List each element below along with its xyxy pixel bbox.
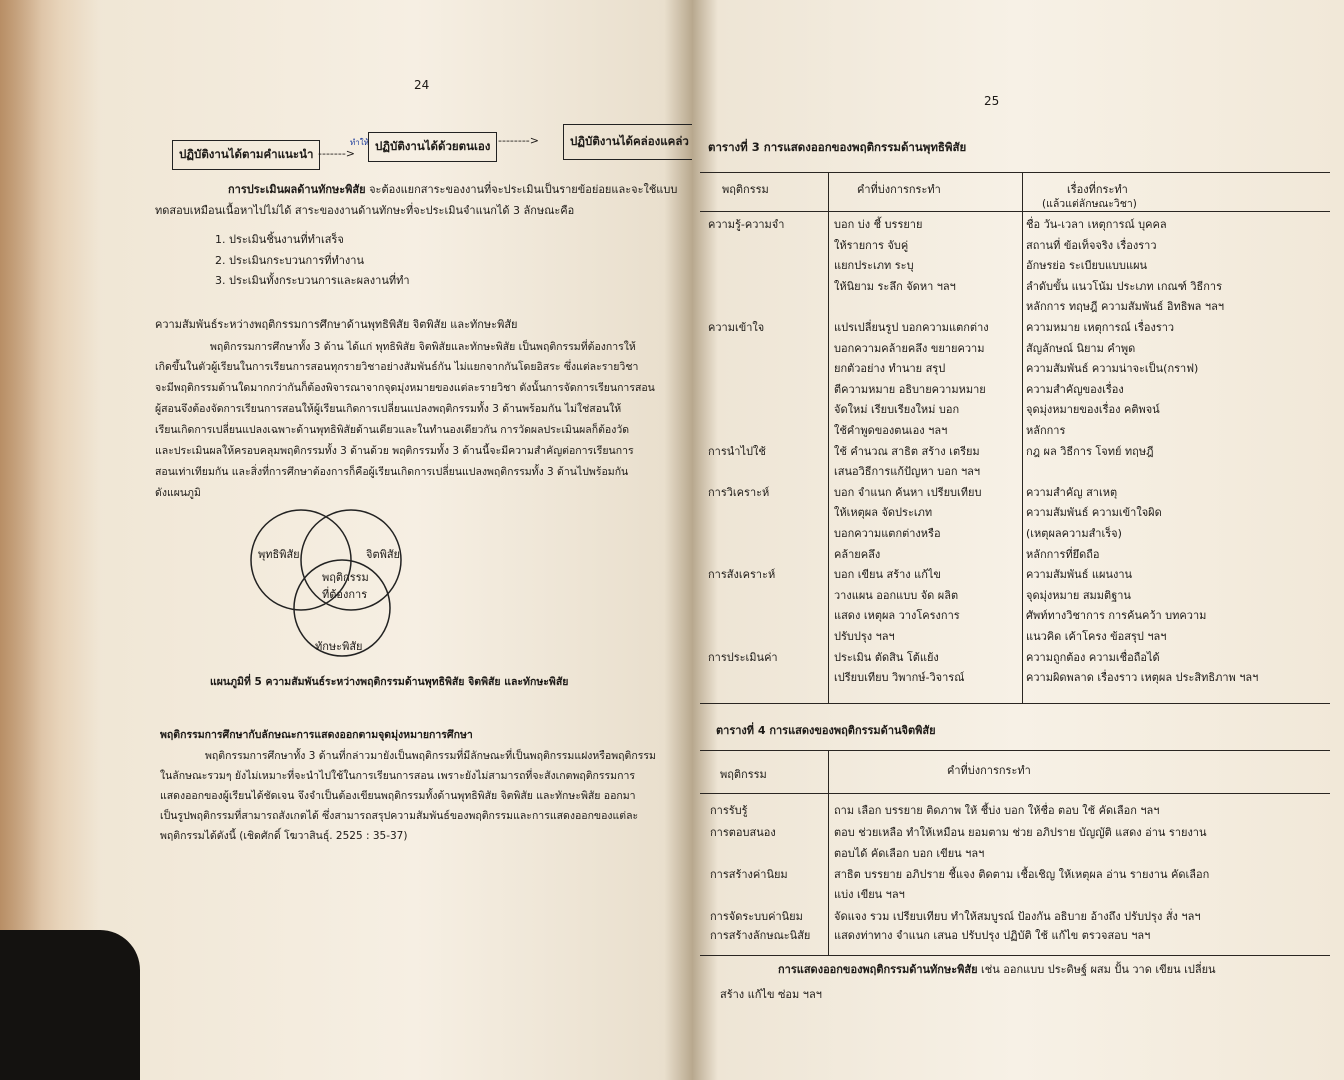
table3-object-cell: ความถูกต้อง ความเชื่อถือได้	[1026, 650, 1160, 664]
table3-object-cell: (เหตุผลความสำเร็จ)	[1026, 527, 1122, 540]
table3-object-cell: สัญลักษณ์ นิยาม คำพูด	[1026, 341, 1136, 355]
table3-verb-cell: บอก เขียน สร้าง แก้ไข	[834, 568, 941, 582]
table4-behavior-cell: การตอบสนอง	[710, 826, 776, 839]
table4-title: ตารางที่ 4 การแสดงของพฤติกรรมด้านจิตพิสัย	[716, 724, 936, 737]
table4-header-rule	[700, 793, 1330, 794]
table3-behavior-cell: การวิเคราะห์	[708, 485, 770, 499]
eval-line1-rest: จะต้องแยกสาระของงานที่จะประเมินเป็นรายข้อย่อยและจะใช้แบบ	[365, 183, 678, 196]
table3-object-cell: หลักการ	[1026, 424, 1066, 437]
table3-header-objects: เรื่องที่กระทำ	[1067, 183, 1128, 196]
table3-verb-cell: บอก บ่ง ชี้ บรรยาย	[834, 218, 923, 231]
table3-top-rule	[700, 172, 1330, 173]
flow-box-2: ปฏิบัติงานได้ด้วยตนเอง	[368, 132, 497, 162]
flow-box-1: ปฏิบัติงานได้ตามคำแนะนำ	[172, 140, 320, 170]
table4-verb-cell: แบ่ง เขียน ฯลฯ	[834, 888, 905, 901]
table3-object-cell: จุดมุ่งหมายของเรื่อง คติพจน์	[1026, 403, 1160, 417]
table3-verb-cell: ให้รายการ จับคู่	[834, 238, 909, 252]
table3-verb-cell: บอกความแตกต่างหรือ	[834, 527, 941, 540]
table3-verb-cell: แสดง เหตุผล วางโครงการ	[834, 609, 960, 623]
table4-verb-cell: ตอบ ช่วยเหลือ ทำให้เหมือน ยอมตาม ช่วย อภิปราย บัญญัติ แสดง อ่าน รายงาน	[834, 826, 1207, 839]
table3-object-cell: ชื่อ วัน-เวลา เหตุการณ์ บุคคล	[1026, 218, 1167, 231]
table4-verb-cell: สาธิต บรรยาย อภิปราย ชี้แจง ติดตาม เชื้อเชิญ ให้เหตุผล อ่าน รายงาน คัดเลือก	[834, 868, 1210, 881]
page-number: 24	[414, 78, 430, 92]
venn-label-affective: จิตพิสัย	[366, 548, 400, 561]
table3-verb-cell: ยกตัวอย่าง ทำนาย สรุป	[834, 362, 946, 376]
table3-object-cell: ลำดับขั้น แนวโน้ม ประเภท เกณฑ์ วิธีการ	[1026, 279, 1222, 293]
behavior-heading: พฤติกรรมการศึกษากับลักษณะการแสดงออกตามจุดมุ่งหมายการศึกษา	[160, 729, 473, 741]
table3-header-rule	[700, 211, 1330, 212]
table3-verb-cell: เสนอวิธีการแก้ปัญหา บอก ฯลฯ	[834, 465, 981, 479]
behavior-line: แสดงออกของผู้เรียนได้ชัดเจน จึงจำเป็นต้องเขียนพฤติกรรมทั้งด้านพุทธิพิสัย จิตพิสัย และทักษะพิสัย ออกมา	[160, 790, 636, 802]
relation-line: สอนเท่าเทียมกัน และสิ่งที่การศึกษาต้องการก็คือผู้เรียนเกิดการเปลี่ยนแปลงพฤติกรรมทั้ง 3 ด้านไปพร้อมกัน	[155, 466, 629, 478]
relation-line: พฤติกรรมการศึกษาทั้ง 3 ด้าน ได้แก่ พุทธิพิสัย จิตพิสัยและทักษะพิสัย เป็นพฤติกรรมที่ต้องการให้	[210, 341, 636, 353]
behavior-line: พฤติกรรมการศึกษาทั้ง 3 ด้านที่กล่าวมายังเป็นพฤติกรรมที่มีลักษณะที่เป็นพฤติกรรมแฝงหรือพฤติกรรม	[205, 750, 656, 762]
flow-box-3: ปฏิบัติงานได้คล่องแคล่ว	[563, 124, 692, 160]
right-page	[692, 0, 1344, 1080]
venn-label-psychomotor: ทักษะพิสัย	[315, 640, 363, 653]
table3-object-cell: หลักการที่ยึดถือ	[1026, 547, 1100, 561]
table3-verb-cell: ใช้ คำนวณ สาธิต สร้าง เตรียม	[834, 444, 980, 458]
closing-rest: เช่น ออกแบบ ประดิษฐ์ ผสม ปั้น วาด เขียน เปลี่ยน	[977, 963, 1216, 976]
venn-center-line1: พฤติกรรม	[322, 571, 369, 584]
table3-behavior-cell: การนำไปใช้	[708, 444, 766, 458]
relation-line: ผู้สอนจึงต้องจัดการเรียนการสอนให้ผู้เรียนเกิดการเปลี่ยนแปลงพฤติกรรมทั้ง 3 ด้านพร้อมกัน ไม่ใช่สอนให้	[155, 403, 622, 415]
table3-object-cell: ความผิดพลาด เรื่องราว เหตุผล ประสิทธิภาพ ฯลฯ	[1026, 671, 1259, 685]
table3-object-cell: หลักการ ทฤษฎี ความสัมพันธ์ อิทธิพล ฯลฯ	[1026, 300, 1224, 314]
table4-header-verbs: คำที่บ่งการกระทำ	[947, 764, 1031, 777]
table3-object-cell: สถานที่ ข้อเท็จจริง เรื่องราว	[1026, 238, 1157, 252]
behavior-line: เป็นรูปพฤติกรรมที่สามารถสังเกตได้ ซึ่งสามารถสรุปความสัมพันธ์ของพฤติกรรมและการแสดงออกของแต่ละ	[160, 810, 639, 822]
flow-arrow-1: ------->	[318, 147, 356, 160]
table3-verb-cell: วางแผน ออกแบบ จัด ผลิต	[834, 588, 959, 602]
table3-verb-cell: แยกประเภท ระบุ	[834, 259, 914, 273]
venn-label-cognitive: พุทธิพิสัย	[258, 548, 300, 561]
table4-verb-cell: แสดงท่าทาง จำแนก เสนอ ปรับปรุง ปฏิบัติ ใช้ แก้ไข ตรวจสอบ ฯลฯ	[834, 929, 1151, 942]
table3-verb-cell: ปรับปรุง ฯลฯ	[834, 630, 895, 643]
table3-object-cell: แนวคิด เค้าโครง ข้อสรุป ฯลฯ	[1026, 630, 1167, 643]
table3-verb-cell: บอกความคล้ายคลึง ขยายความ	[834, 341, 985, 355]
venn-center-line2: ที่ต้องการ	[322, 588, 368, 601]
table3-header-behavior: พฤติกรรม	[722, 183, 769, 196]
eval-item-1: 1. ประเมินชิ้นงานที่ทำเสร็จ	[215, 233, 344, 246]
table3-behavior-cell: ความเข้าใจ	[708, 321, 765, 334]
table3-verb-cell: เปรียบเทียบ วิพากษ์-วิจารณ์	[834, 671, 965, 685]
eval-item-2: 2. ประเมินกระบวนการที่ทำงาน	[215, 254, 364, 267]
table3-object-cell: ความหมาย เหตุการณ์ เรื่องราว	[1026, 321, 1175, 334]
relation-line: ดังแผนภูมิ	[155, 487, 201, 499]
table3-object-cell: ศัพท์ทางวิชาการ การค้นคว้า บทความ	[1026, 609, 1207, 623]
relation-line: เกิดขึ้นในตัวผู้เรียนในการเรียนการสอนทุกรายวิชาอย่างสัมพันธ์กัน ไม่แยกจากกันโดยอิสระ ซึ่งแต่ละรายวิชา	[155, 361, 639, 373]
table4-top-rule	[700, 750, 1330, 751]
table3-divider	[828, 172, 829, 703]
table4-verb-cell: ถาม เลือก บรรยาย ติดภาพ ให้ ชี้บ่ง บอก ให้ชื่อ ตอบ ใช้ คัดเลือก ฯลฯ	[834, 804, 1160, 817]
relation-line: และประเมินผลให้ครอบคลุมพฤติกรรมทั้ง 3 ด้านด้วย พฤติกรรมทั้ง 3 ด้านนี้จะมีความสำคัญต่อการเรียนการ	[155, 445, 634, 457]
table3-object-cell: ความสำคัญของเรื่อง	[1026, 382, 1124, 396]
table3-verb-cell: บอก จำแนก ค้นหา เปรียบเทียบ	[834, 485, 982, 499]
table4-verb-cell: ตอบได้ คัดเลือก บอก เขียน ฯลฯ	[834, 847, 985, 860]
behavior-line: ในลักษณะรวมๆ ยังไม่เหมาะที่จะนำไปใช้ในการเรียนการสอน เพราะยังไม่สามารถที่จะสังเกตพฤติกรรมการ	[160, 770, 635, 782]
table4-behavior-cell: การจัดระบบค่านิยม	[710, 910, 803, 923]
relation-heading: ความสัมพันธ์ระหว่างพฤติกรรมการศึกษาด้านพุทธิพิสัย จิตพิสัย และทักษะพิสัย	[155, 318, 518, 331]
table3-object-cell: ความสัมพันธ์ แผนงาน	[1026, 568, 1133, 582]
closing-line2: สร้าง แก้ไข ซ่อม ฯลฯ	[720, 988, 822, 1001]
table3-bottom-rule	[700, 703, 1330, 704]
table3-verb-cell: ตีความหมาย อธิบายความหมาย	[834, 382, 986, 396]
table3-behavior-cell: การสังเคราะห์	[708, 568, 776, 582]
table3-header-verbs: คำที่บ่งการกระทำ	[857, 183, 941, 196]
flow-arrow-2: -------->	[498, 134, 539, 147]
table3-verb-cell: ประเมิน ตัดสิน โต้แย้ง	[834, 650, 939, 664]
eval-heading: การประเมินผลด้านทักษะพิสัย	[228, 183, 366, 196]
page-number: 25	[984, 94, 1000, 108]
table3-header-objects-note: (แล้วแต่ลักษณะวิชา)	[1042, 198, 1137, 210]
eval-item-3: 3. ประเมินทั้งกระบวนการและผลงานที่ทำ	[215, 274, 410, 287]
table3-title: ตารางที่ 3 การแสดงออกของพฤติกรรมด้านพุทธิพิสัย	[708, 140, 967, 154]
shadow-corner	[0, 930, 140, 1080]
table4-bottom-rule	[700, 955, 1330, 956]
page-stain	[0, 0, 100, 1080]
relation-line: จะมีพฤติกรรมด้านใดมากกว่ากันก็ต้องพิจารณาจากจุดมุ่งหมายของแต่ละรายวิชา ดังนั้นการจัดการเรียนการสอน	[155, 382, 655, 394]
table3-verb-cell: จัดใหม่ เรียบเรียงใหม่ บอก	[834, 403, 960, 417]
table3-verb-cell: คล้ายคลึง	[834, 547, 881, 561]
behavior-line: พฤติกรรมได้ดังนี้ (เชิดศักดิ์ โฆวาสินธุ์. 2525 : 35-37)	[160, 830, 408, 842]
table3-verb-cell: ใช้คำพูดของตนเอง ฯลฯ	[834, 424, 948, 437]
table3-object-cell: ความสัมพันธ์ ความน่าจะเป็น(กราฟ)	[1026, 362, 1199, 376]
eval-paragraph-line1	[228, 183, 677, 197]
table3-verb-cell: แปรเปลี่ยนรูป บอกความแตกต่าง	[834, 321, 989, 334]
table3-behavior-cell: ความรู้-ความจำ	[708, 218, 785, 231]
figure-caption: แผนภูมิที่ 5 ความสัมพันธ์ระหว่างพฤติกรรมด้านพุทธิพิสัย จิตพิสัย และทักษะพิสัย	[210, 676, 569, 688]
table3-object-cell: ความสัมพันธ์ ความเข้าใจผิด	[1026, 506, 1162, 520]
table3-behavior-cell: การประเมินค่า	[708, 650, 778, 664]
handwritten-note: ทำให้	[350, 138, 369, 147]
table4-behavior-cell: การสร้างลักษณะนิสัย	[710, 929, 811, 942]
table4-behavior-cell: การสร้างค่านิยม	[710, 868, 788, 881]
table3-verb-cell: ให้เหตุผล จัดประเภท	[834, 506, 933, 520]
table4-header-behavior: พฤติกรรม	[720, 768, 767, 781]
table3-object-cell: อักษรย่อ ระเบียบแบบแผน	[1026, 259, 1148, 273]
table3-object-cell: จุดมุ่งหมาย สมมติฐาน	[1026, 588, 1131, 602]
relation-line: เรียนเกิดการเปลี่ยนแปลงเฉพาะด้านพุทธิพิสัยด้านเดียวและในทำนองเดียวกัน การวัดผลประเมินผลก็ต้องวัด	[155, 424, 630, 436]
table3-object-cell: ความสำคัญ สาเหตุ	[1026, 485, 1118, 499]
table3-object-cell: กฎ ผล วิธีการ โจทย์ ทฤษฎี	[1026, 444, 1154, 458]
table4-verb-cell: จัดแจง รวม เปรียบเทียบ ทำให้สมบูรณ์ ป้องกัน อธิบาย อ้างถึง ปรับปรุง สั่ง ฯลฯ	[834, 910, 1201, 923]
closing-heading: การแสดงออกของพฤติกรรมด้านทักษะพิสัย	[778, 963, 978, 976]
table3-divider	[1022, 172, 1023, 703]
table4-behavior-cell: การรับรู้	[710, 804, 748, 817]
eval-paragraph-line2: ทดสอบเหมือนเนื้อหาไปไม่ได้ สาระของงานด้านทักษะที่จะประเมินจำแนกได้ 3 ลักษณะคือ	[155, 204, 575, 217]
closing-line1	[778, 963, 1216, 977]
table4-divider	[828, 750, 829, 955]
table3-verb-cell: ให้นิยาม ระลึก จัดหา ฯลฯ	[834, 279, 956, 293]
